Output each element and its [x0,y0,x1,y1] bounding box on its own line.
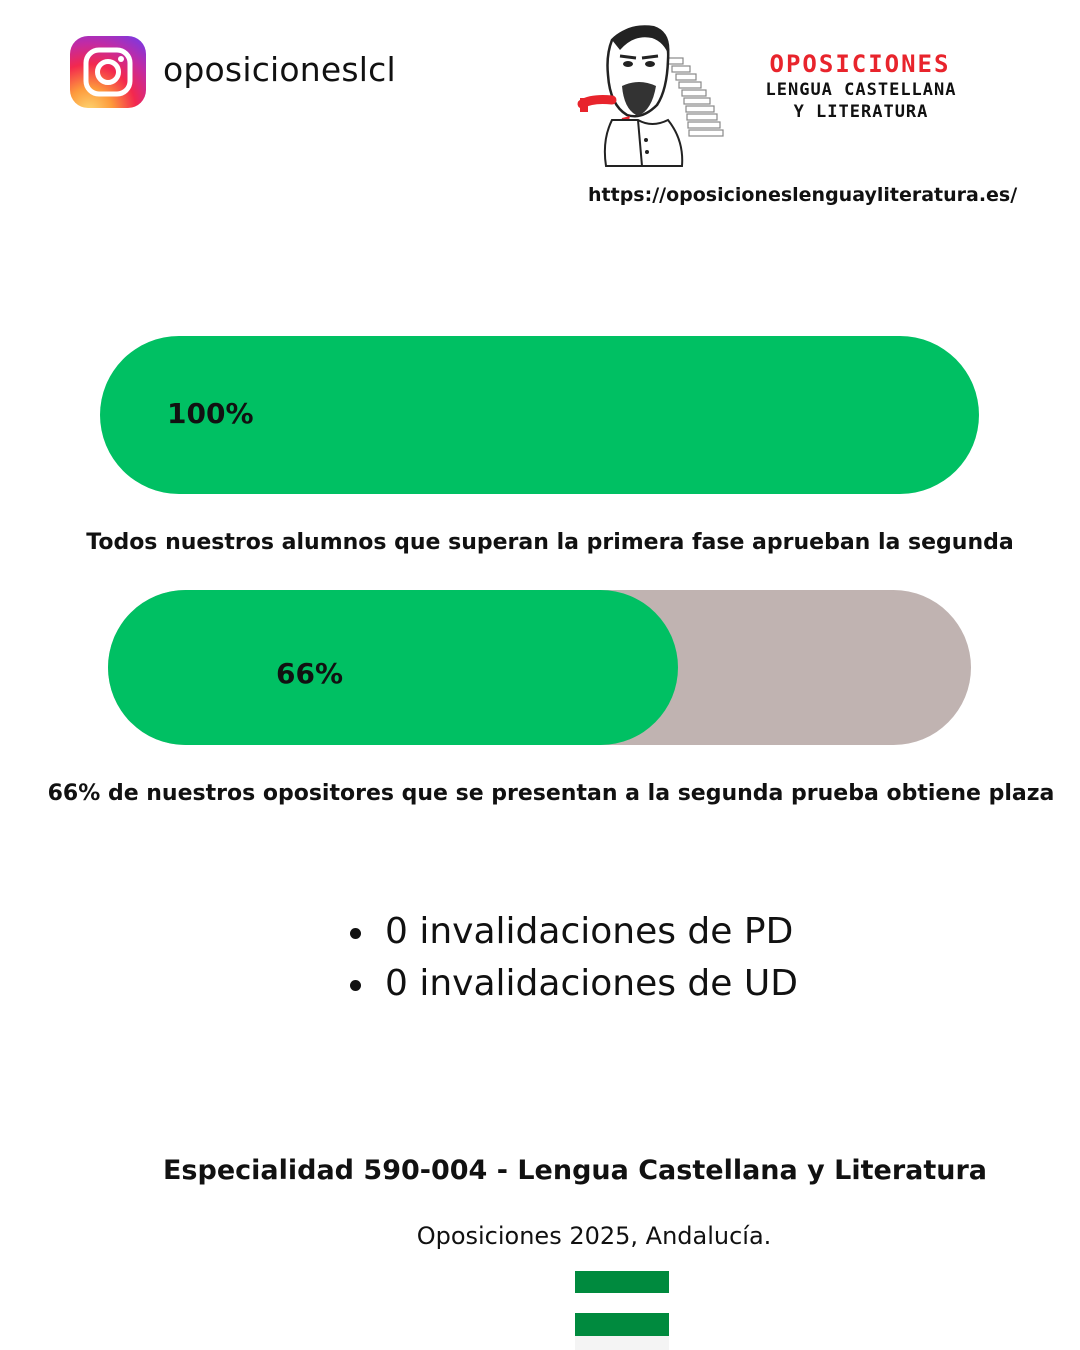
stat-caption-second-test: 66% de nuestros opositores que se presentan a la segunda prueba obtiene plaza [47,781,1055,806]
instagram-icon[interactable] [70,36,146,108]
progress-label-66: 66% [276,657,344,690]
progress-label-100: 100% [167,397,254,430]
andalusia-flag-icon [575,1271,669,1350]
logo-illustration [572,20,737,168]
list-item: 0 invalidaciones de UD [350,958,798,1010]
logo-title: OPOSICIONES [769,50,951,78]
stat-caption-first-phase: Todos nuestros alumnos que superan la primera fase aprueban la segunda [86,530,1014,555]
logo-subtitle-line1: LENGUA CASTELLANA [765,80,957,100]
edition-text: Oposiciones 2025, Andalucía. [416,1222,772,1250]
list-item: 0 invalidaciones de PD [350,906,798,958]
instagram-handle[interactable]: oposicioneslcl [163,50,396,89]
achievements-list [350,906,798,1010]
website-link[interactable]: https://oposicioneslenguayliteratura.es/ [588,184,1018,206]
logo-subtitle-line2: Y LITERATURA [793,102,929,122]
progress-bar-66-track [108,590,971,745]
progress-bar-66-fill [108,590,678,745]
speciality-title: Especialidad 590-004 - Lengua Castellana y Literatura [162,1155,988,1186]
